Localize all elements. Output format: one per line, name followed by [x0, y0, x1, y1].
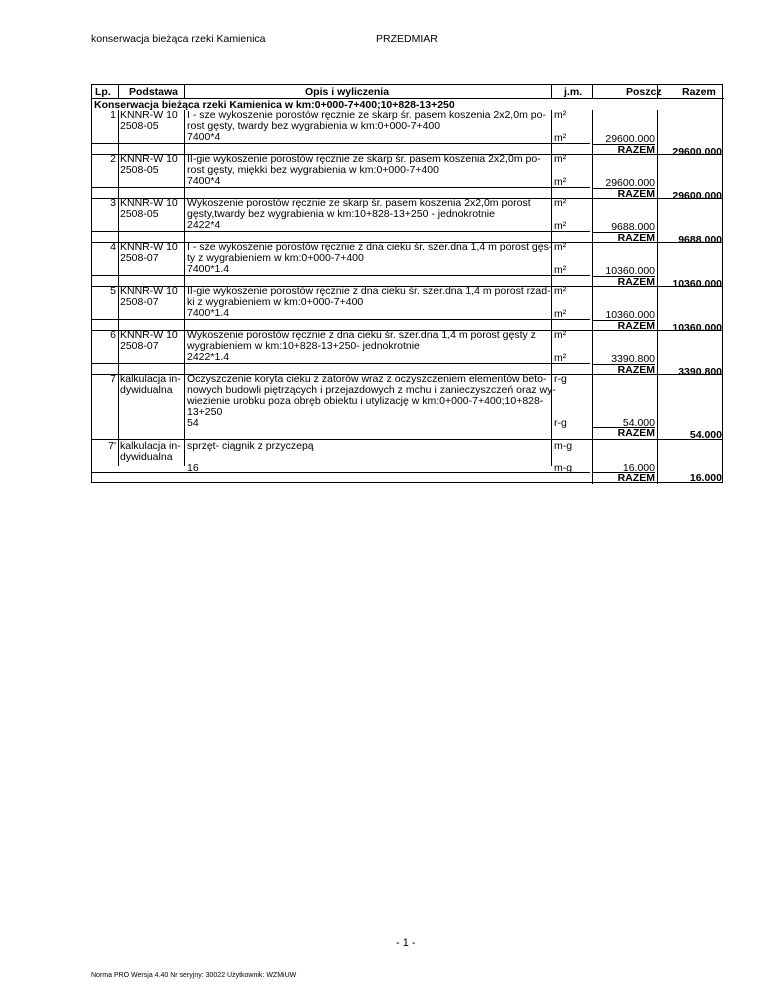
row-description: rost gęsty, twardy bez wygrabienia w km:0+000-7+400 [187, 120, 441, 132]
divider [92, 231, 590, 232]
row-razem-value: 10360.000 [672, 278, 722, 290]
row-formula: 7400*1.4 [187, 263, 230, 275]
divider [184, 85, 185, 99]
divider [92, 319, 590, 320]
row-lp: 7' [108, 440, 116, 452]
row-unit: m² [554, 109, 567, 121]
row-base: KNNR-W 10 [120, 241, 178, 253]
row-razem-value: 10360.000 [672, 322, 722, 334]
divider [657, 110, 658, 484]
row-lp: 3 [110, 197, 116, 209]
row-razem-label: RAZEM [617, 364, 655, 376]
divider [92, 472, 590, 473]
row-unit: m² [554, 176, 567, 188]
row-description: wygrabieniem w km:10+828-13+250- jednokrotnie [187, 340, 420, 352]
row-lp: 7 [110, 373, 116, 385]
row-formula: 16 [187, 462, 199, 474]
row-description: I - sze wykoszenie porostów ręcznie ze skarp śr. pasem koszenia 2x2,0m po- [187, 109, 546, 121]
row-lp: 5 [110, 285, 116, 297]
row-unit: m² [554, 329, 567, 341]
row-poszcz-value: 3390.800 [611, 353, 655, 365]
row-base: KNNR-W 10 [120, 197, 178, 209]
row-formula: 7400*1.4 [187, 307, 230, 319]
row-unit: m² [554, 264, 567, 276]
section-title: Konserwacja bieżąca rzeki Kamienica w km:0+000-7+400;10+828-13+250 [94, 99, 455, 111]
row-base: KNNR-W 10 [120, 329, 178, 341]
divider [92, 143, 590, 144]
row-poszcz-value: 10360.000 [605, 265, 655, 277]
row-razem-label: RAZEM [617, 144, 655, 156]
header-przedmiar: PRZEDMIAR [376, 33, 438, 45]
row-unit: m² [554, 132, 567, 144]
col-jm: j.m. [564, 86, 583, 98]
row-description: 13+250 [187, 406, 223, 418]
divider [592, 427, 655, 428]
row-description: nowych budowli piętrzących i przejazdowych z mchu i zanieczyszczeń oraz wy- [187, 384, 556, 396]
row-formula: 7400*4 [187, 131, 221, 143]
divider [92, 363, 590, 364]
row-base-code: 2508-07 [120, 296, 159, 308]
divider [92, 275, 590, 276]
row-formula: 2422*4 [187, 219, 221, 231]
divider [118, 110, 119, 466]
row-base: KNNR-W 10 [120, 109, 178, 121]
row-unit: m² [554, 220, 567, 232]
row-razem-label: RAZEM [617, 276, 655, 288]
row-unit: r-g [554, 373, 567, 385]
row-base: KNNR-W 10 [120, 285, 178, 297]
divider [92, 187, 590, 188]
row-razem-value: 29600.000 [672, 146, 722, 158]
row-description: Wykoszenie porostów ręcznie ze skarp śr. pasem koszenia 2x2,0m porost [187, 197, 531, 209]
header-document-title: konserwacja bieżąca rzeki Kamienica [91, 33, 266, 45]
col-razem: Razem [682, 86, 716, 98]
row-poszcz-value: 29600.000 [605, 133, 655, 145]
row-base: kalkulacja in- [120, 373, 181, 385]
row-formula: 2422*1.4 [187, 351, 230, 363]
page-number: - 1 - [396, 937, 416, 949]
row-base-code: 2508-05 [120, 208, 159, 220]
row-description: Oczyszczenie koryta cieku z zatorów wraz z oczyszczeniem elementów beto- [187, 373, 547, 385]
row-description: ki z wygrabieniem w km:0+000-7+400 [187, 296, 364, 308]
divider [118, 85, 119, 99]
row-unit: m² [554, 352, 567, 364]
row-unit: m-g [554, 440, 573, 452]
row-formula: 54 [187, 417, 199, 429]
row-unit: m² [554, 285, 567, 297]
row-description: II-gie wykoszenie porostów ręcznie z dna cieku śr. szer.dna 1,4 m porost rzad- [187, 285, 551, 297]
row-razem-value: 3390.800 [678, 366, 722, 378]
row-lp: 4 [110, 241, 116, 253]
divider [551, 110, 552, 466]
row-lp: 2 [110, 153, 116, 165]
row-base-code: 2508-05 [120, 164, 159, 176]
row-description: II-gie wykoszenie porostów ręcznie ze skarp śr. pasem koszenia 2x2,0m po- [187, 153, 541, 165]
row-formula: 7400*4 [187, 175, 221, 187]
row-unit: m-g [554, 462, 573, 474]
row-razem-value: 16.000 [689, 472, 722, 484]
row-base-code: 2508-05 [120, 120, 159, 132]
row-description: Wykoszenie porostów ręcznie z dna cieku śr. szer.dna 1,4 m porost gęsty z [187, 329, 536, 341]
col-opis: Opis i wyliczenia [305, 86, 390, 98]
row-description: ty z wygrabieniem w km:0+000-7+400 [187, 252, 364, 264]
row-razem-value: 54.000 [689, 429, 722, 441]
row-unit: m² [554, 197, 567, 209]
row-lp: 6 [110, 329, 116, 341]
col-podstawa: Podstawa [129, 86, 179, 98]
row-poszcz-value: 16.000 [622, 462, 655, 474]
row-description: sprzęt- ciągnik z przyczepą [187, 440, 314, 452]
row-razem-label: RAZEM [617, 232, 655, 244]
row-razem-label: RAZEM [617, 188, 655, 200]
row-poszcz-value: 10360.000 [605, 309, 655, 321]
przedmiar-table [91, 84, 723, 483]
row-base-code: 2508-07 [120, 340, 159, 352]
row-razem-value: 9688.000 [678, 234, 722, 246]
row-unit: r-g [554, 417, 567, 429]
row-lp: 1 [110, 109, 116, 121]
divider [657, 85, 658, 99]
row-razem-label: RAZEM [617, 427, 655, 439]
row-poszcz-value: 9688.000 [611, 221, 655, 233]
row-description: wiezienie urobku poza obręb obiektu i utylizację w km:0+000-7+400;10+828- [187, 395, 544, 407]
row-poszcz-value: 29600.000 [605, 177, 655, 189]
row-description: rost gęsty, miękki bez wygrabienia w km:0+000-7+400 [187, 164, 439, 176]
row-base: kalkulacja in- [120, 440, 181, 452]
software-note: Norma PRO Wersja 4.40 Nr seryjny: 30022 Użytkownik: WZMiUW [91, 972, 297, 979]
row-base-code: 2508-07 [120, 252, 159, 264]
row-unit: m² [554, 241, 567, 253]
divider [592, 85, 593, 99]
row-unit: m² [554, 153, 567, 165]
row-poszcz-value: 54.000 [622, 417, 655, 429]
col-poszcz: Poszcz [626, 86, 662, 98]
divider [551, 85, 552, 99]
row-razem-label: RAZEM [617, 320, 655, 332]
row-description: I - sze wykoszenie porostów ręcznie z dna cieku śr. szer.dna 1,4 m porost gęs- [187, 241, 553, 253]
row-base: KNNR-W 10 [120, 153, 178, 165]
row-razem-label: RAZEM [617, 472, 655, 484]
row-unit: m² [554, 308, 567, 320]
row-base-code: dywidualna [120, 451, 173, 463]
divider [184, 110, 185, 466]
row-description: gęsty,twardy bez wygrabienia w km:10+828-13+250 - jednokrotnie [187, 208, 495, 220]
row-razem-value: 29600.000 [672, 190, 722, 202]
col-lp: Lp. [95, 86, 111, 98]
row-base-code: dywidualna [120, 384, 173, 396]
